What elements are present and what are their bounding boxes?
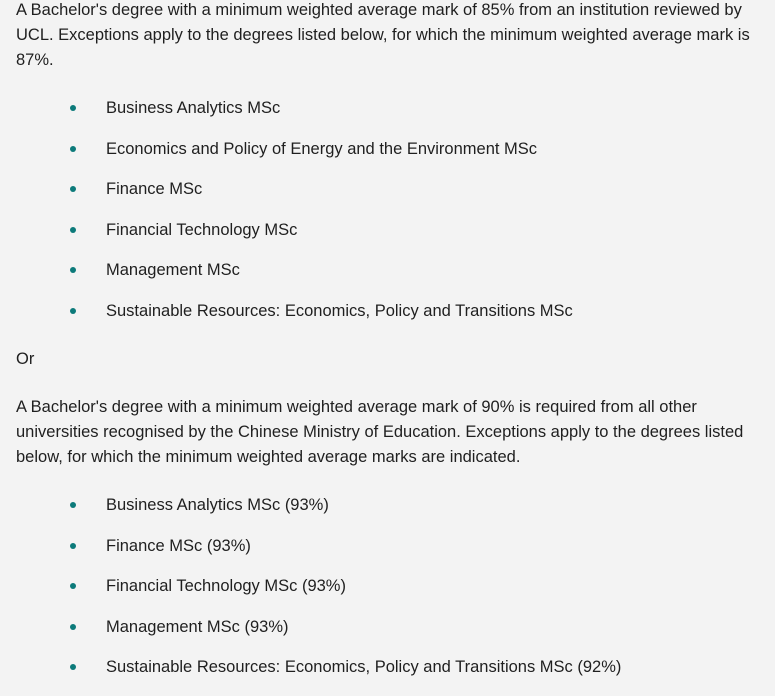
list-item xyxy=(0,258,775,299)
list-item xyxy=(0,96,775,137)
bullet-icon xyxy=(70,502,76,508)
list-item-label: Business Analytics MSc xyxy=(106,99,281,117)
list-item-label: Finance MSc (93%) xyxy=(106,536,251,555)
bullet-icon xyxy=(70,227,76,233)
list-item xyxy=(0,534,775,575)
list-item xyxy=(0,615,775,656)
list-item-label: Economics and Policy of Energy and the Environment MSc xyxy=(106,139,538,158)
bullet-icon xyxy=(70,583,76,589)
degree-exceptions-list-87 xyxy=(0,96,775,339)
list-item xyxy=(0,493,775,534)
list-item xyxy=(0,137,775,178)
list-item-label: Sustainable Resources: Economics, Policy and Transitions MSc (92%) xyxy=(106,658,622,676)
list-item-label: Financial Technology MSc xyxy=(106,220,298,239)
list-item-label: Sustainable Resources: Economics, Policy and Transitions MSc xyxy=(106,301,573,320)
bullet-icon xyxy=(70,624,76,630)
second-paragraph: A Bachelor's degree with a minimum weighted average mark of 90% is required from all other universities recognised by the Chinese Ministry of Education. Exceptions apply to the degrees listed below, for which the minimum weighted average marks are indicated. xyxy=(16,398,744,466)
intro-paragraph: A Bachelor's degree with a minimum weighted average mark of 85% from an institution reviewed by UCL. Exceptions apply to the degrees listed below, for which the minimum weighted average mark is 87%. xyxy=(16,1,750,69)
list-item xyxy=(0,218,775,259)
bullet-icon xyxy=(70,146,76,152)
bullet-icon xyxy=(70,267,76,273)
bullet-icon xyxy=(70,105,76,111)
list-item-label: Management MSc (93%) xyxy=(106,617,289,636)
degree-exceptions-list-other xyxy=(0,493,775,696)
list-item xyxy=(0,299,775,340)
bullet-icon xyxy=(70,664,76,670)
list-item-label: Management MSc xyxy=(106,261,240,279)
list-item xyxy=(0,574,775,615)
bullet-icon xyxy=(70,308,76,314)
list-item-label: Business Analytics MSc (93%) xyxy=(106,496,329,514)
list-item xyxy=(0,655,775,696)
list-item-label: Finance MSc xyxy=(106,180,203,198)
bullet-icon xyxy=(70,186,76,192)
or-separator: Or xyxy=(16,350,35,368)
bullet-icon xyxy=(70,543,76,549)
list-item xyxy=(0,177,775,218)
list-item-label: Financial Technology MSc (93%) xyxy=(106,577,346,595)
